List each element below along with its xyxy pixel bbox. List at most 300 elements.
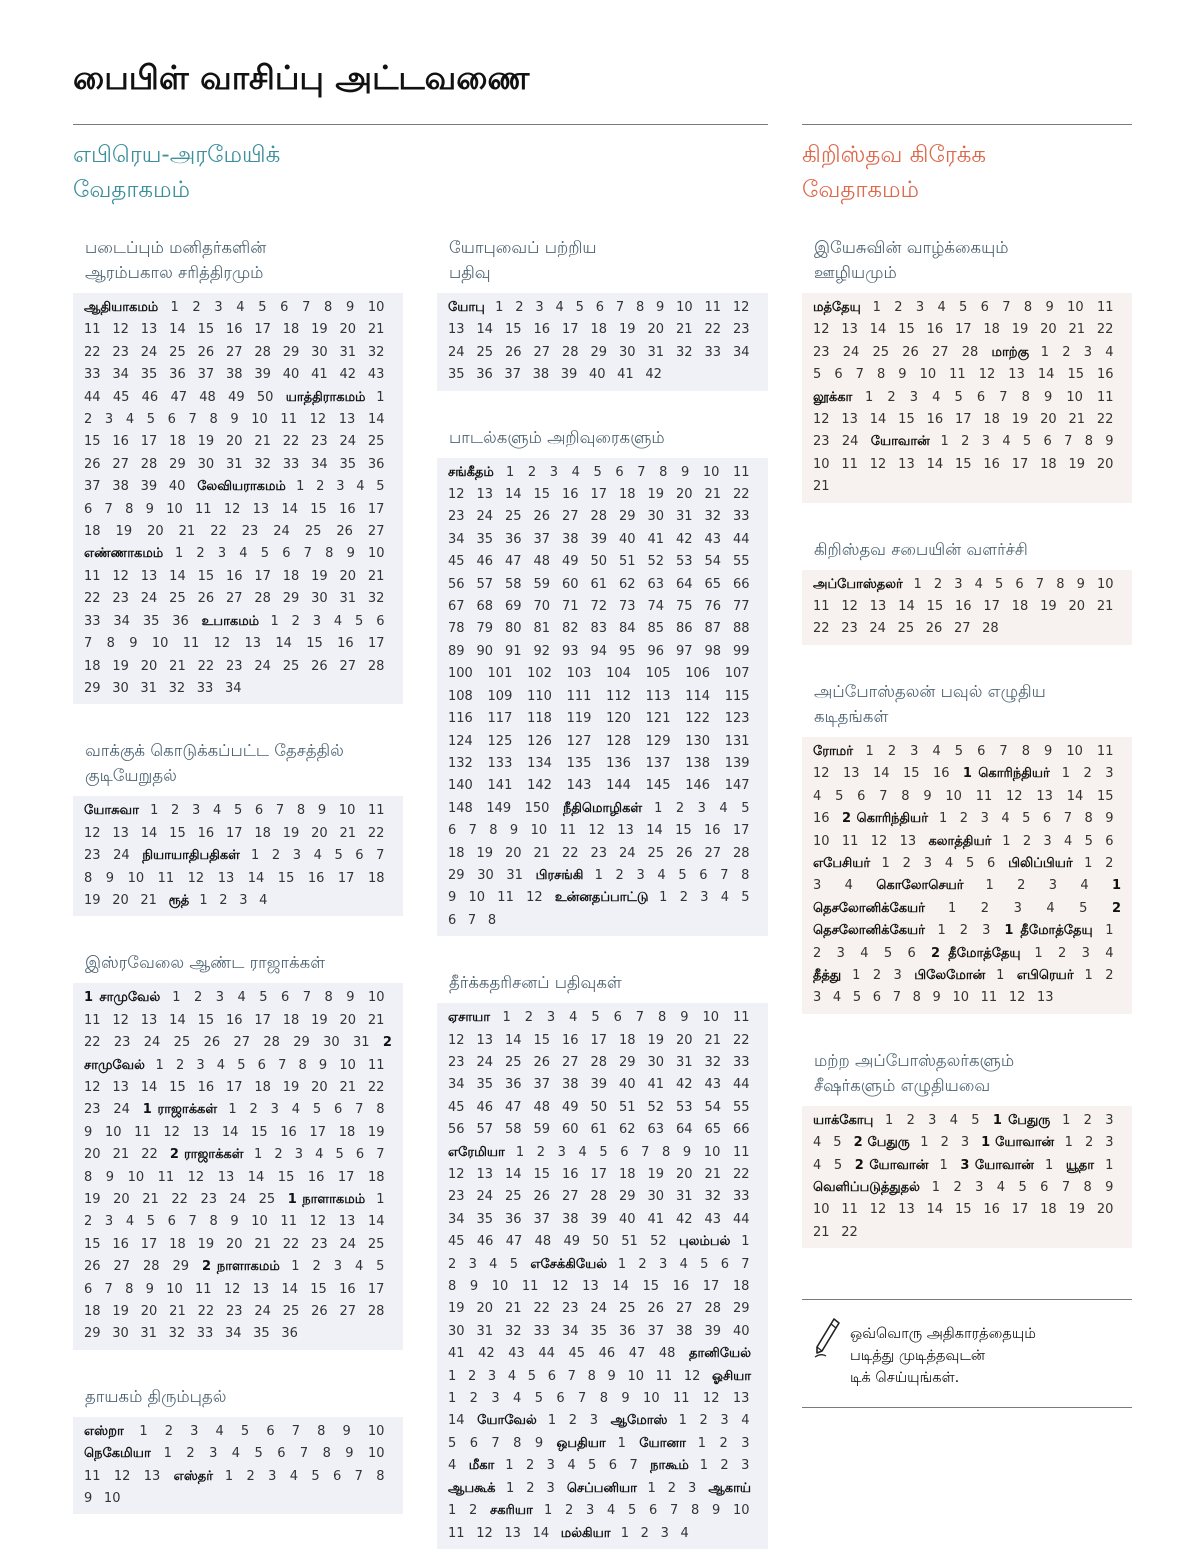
chapter-number[interactable]: 13 (1037, 990, 1054, 1006)
chapter-number[interactable]: 10 (676, 300, 693, 315)
chapter-number[interactable]: 12 (187, 870, 205, 886)
chapter-number[interactable]: 8 (209, 1214, 218, 1230)
chapter-number[interactable]: 2 (565, 1503, 574, 1519)
chapter-number[interactable]: 11 (1096, 389, 1114, 405)
chapter-number[interactable]: 3 (535, 300, 544, 315)
chapter-number[interactable]: 22 (704, 322, 722, 338)
chapter-number[interactable]: 23 (448, 1054, 465, 1070)
chapter-number[interactable]: 11 (841, 1202, 858, 1218)
chapter-number[interactable]: 25 (505, 509, 522, 525)
chapter-number[interactable]: 51 (619, 1099, 636, 1115)
chapter-number[interactable]: 14 (532, 1525, 550, 1541)
chapter-number[interactable]: 23 (813, 434, 830, 450)
chapter-number[interactable]: 6 (376, 613, 385, 629)
chapter-number[interactable]: 10 (367, 1423, 385, 1439)
chapter-number[interactable]: 7 (578, 1391, 587, 1407)
chapter-number[interactable]: 3 (928, 1112, 937, 1128)
chapter-number[interactable]: 2 (933, 576, 943, 592)
chapter-number[interactable]: 26 (197, 344, 215, 360)
chapter-number[interactable]: 35 (590, 1323, 608, 1339)
chapter-number[interactable]: 1 (931, 1179, 941, 1195)
chapter-number[interactable]: 38 (112, 479, 129, 495)
chapter-number[interactable]: 12 (813, 322, 830, 338)
chapter-number[interactable]: 19 (197, 434, 215, 450)
chapter-number[interactable]: 9 (84, 1124, 93, 1140)
chapter-number[interactable]: 11 (1096, 743, 1114, 759)
chapter-number[interactable]: 97 (676, 643, 693, 659)
chapter-number[interactable]: 70 (533, 599, 551, 615)
chapter-number[interactable]: 24 (619, 845, 636, 861)
chapter-number[interactable]: 13 (899, 833, 917, 849)
chapter-number[interactable]: 4 (741, 1413, 750, 1429)
chapter-number[interactable]: 4 (720, 890, 729, 906)
chapter-number[interactable]: 19 (647, 1032, 665, 1048)
chapter-number[interactable]: 5 (741, 800, 750, 816)
chapter-number[interactable]: 14 (872, 766, 890, 782)
chapter-number[interactable]: 99 (733, 643, 750, 659)
chapter-number[interactable]: 19 (112, 658, 129, 674)
chapter-number[interactable]: 4 (333, 613, 343, 629)
chapter-number[interactable]: 7 (637, 464, 646, 480)
chapter-number[interactable]: 1 (852, 967, 861, 983)
chapter-number[interactable]: 2 (186, 1446, 195, 1462)
chapter-number[interactable]: 9 (680, 464, 690, 480)
chapter-number[interactable]: 12 (702, 1391, 720, 1407)
chapter-number[interactable]: 51 (619, 554, 636, 570)
chapter-number[interactable]: 23 (225, 1304, 243, 1320)
chapter-number[interactable]: 1 (376, 389, 385, 405)
chapter-number[interactable]: 25 (169, 344, 186, 360)
chapter-number[interactable]: 14 (926, 1202, 944, 1218)
chapter-number[interactable]: 143 (566, 778, 592, 794)
chapter-number[interactable]: 103 (566, 666, 592, 682)
chapter-number[interactable]: 38 (676, 1323, 693, 1339)
chapter-number[interactable]: 3 (491, 1391, 500, 1407)
chapter-number[interactable]: 9 (448, 890, 457, 906)
chapter-number[interactable]: 2 (192, 300, 201, 315)
chapter-number[interactable]: 140 (448, 778, 473, 794)
chapter-number[interactable]: 10 (127, 870, 145, 886)
chapter-number[interactable]: 10 (491, 1279, 509, 1295)
chapter-number[interactable]: 5 (254, 1446, 263, 1462)
chapter-number[interactable]: 11 (84, 568, 101, 584)
chapter-number[interactable]: 62 (619, 576, 636, 592)
chapter-number[interactable]: 136 (606, 755, 631, 771)
chapter-number[interactable]: 9 (1045, 300, 1054, 315)
chapter-number[interactable]: 16 (562, 1032, 579, 1048)
chapter-number[interactable]: 19 (112, 1304, 129, 1320)
chapter-number[interactable]: 6 (608, 1458, 618, 1474)
chapter-number[interactable]: 1 (699, 1458, 708, 1474)
chapter-number[interactable]: 34 (113, 613, 130, 629)
chapter-number[interactable]: 6 (556, 1391, 565, 1407)
chapter-number[interactable]: 33 (84, 613, 101, 629)
chapter-number[interactable]: 16 (337, 636, 354, 652)
chapter-number[interactable]: 1 (1105, 923, 1114, 939)
chapter-number[interactable]: 3 (741, 1435, 750, 1451)
chapter-number[interactable]: 45 (568, 1346, 586, 1362)
chapter-number[interactable]: 88 (733, 621, 750, 637)
chapter-number[interactable]: 16 (197, 825, 215, 841)
chapter-number[interactable]: 43 (704, 531, 722, 547)
chapter-number[interactable]: 11 (521, 1279, 539, 1295)
chapter-number[interactable]: 19 (84, 892, 101, 908)
chapter-number[interactable]: 2 (961, 434, 970, 450)
chapter-number[interactable]: 33 (733, 1189, 750, 1205)
chapter-number[interactable]: 8 (659, 464, 668, 480)
chapter-number[interactable]: 29 (282, 591, 300, 607)
chapter-number[interactable]: 4 (237, 990, 246, 1006)
chapter-number[interactable]: 6 (333, 1468, 342, 1484)
chapter-number[interactable]: 6 (448, 912, 457, 928)
chapter-number[interactable]: 17 (225, 825, 243, 841)
chapter-number[interactable]: 8 (1021, 743, 1030, 759)
chapter-number[interactable]: 8 (662, 1144, 671, 1160)
chapter-number[interactable]: 2 (219, 892, 228, 908)
chapter-number[interactable]: 5 (593, 464, 602, 480)
chapter-number[interactable]: 4 (239, 546, 248, 562)
chapter-number[interactable]: 1 (270, 613, 279, 629)
chapter-number[interactable]: 16 (225, 1012, 243, 1028)
chapter-number[interactable]: 6 (355, 1147, 365, 1163)
chapter-number[interactable]: 26 (336, 524, 353, 540)
chapter-number[interactable]: 15 (306, 636, 323, 652)
chapter-number[interactable]: 11 (975, 788, 993, 804)
chapter-number[interactable]: 14 (169, 568, 186, 584)
chapter-number[interactable]: 4 (1046, 900, 1055, 916)
chapter-number[interactable]: 3 (836, 945, 845, 961)
chapter-number[interactable]: 9 (1076, 576, 1085, 592)
chapter-number[interactable]: 46 (476, 1234, 494, 1250)
chapter-number[interactable]: 16 (983, 456, 1000, 472)
chapter-number[interactable]: 14 (448, 1413, 465, 1429)
chapter-number[interactable]: 13 (842, 766, 860, 782)
chapter-number[interactable]: 13 (1036, 788, 1053, 804)
chapter-number[interactable]: 22 (171, 1192, 188, 1207)
chapter-number[interactable]: 9 (145, 501, 154, 517)
chapter-number[interactable]: 34 (311, 456, 328, 472)
chapter-number[interactable]: 14 (869, 412, 887, 428)
chapter-number[interactable]: 148 (448, 800, 473, 816)
chapter-number[interactable]: 23 (448, 1189, 465, 1205)
chapter-number[interactable]: 29 (169, 456, 186, 472)
chapter-number[interactable]: 27 (339, 1304, 357, 1320)
chapter-number[interactable]: 2 (1083, 766, 1092, 782)
chapter-number[interactable]: 44 (733, 1211, 750, 1227)
chapter-number[interactable]: 9 (712, 1503, 721, 1519)
chapter-number[interactable]: 20 (476, 1301, 494, 1317)
chapter-number[interactable]: 10 (468, 890, 486, 906)
chapter-number[interactable]: 20 (647, 322, 665, 338)
chapter-number[interactable]: 9 (145, 1281, 154, 1297)
chapter-number[interactable]: 5 (835, 788, 844, 804)
chapter-number[interactable]: 16 (813, 811, 830, 827)
chapter-number[interactable]: 29 (282, 344, 300, 360)
chapter-number[interactable]: 12 (223, 1281, 241, 1297)
chapter-number[interactable]: 6 (720, 1256, 729, 1272)
chapter-number[interactable]: 13 (338, 412, 356, 428)
chapter-number[interactable]: 18 (619, 487, 636, 503)
chapter-number[interactable]: 30 (311, 591, 328, 607)
chapter-number[interactable]: 10 (103, 1491, 121, 1507)
chapter-number[interactable]: 6 (1043, 434, 1052, 450)
chapter-number[interactable]: 4 (813, 1135, 822, 1151)
chapter-number[interactable]: 6 (282, 546, 291, 562)
chapter-number[interactable]: 2 (675, 800, 685, 816)
chapter-number[interactable]: 92 (533, 643, 551, 659)
chapter-number[interactable]: 14 (476, 322, 494, 338)
chapter-number[interactable]: 15 (898, 322, 915, 338)
chapter-number[interactable]: 124 (448, 733, 473, 749)
chapter-number[interactable]: 10 (1067, 300, 1084, 315)
chapter-number[interactable]: 3 (700, 890, 709, 906)
chapter-number[interactable]: 22 (84, 1035, 101, 1051)
chapter-number[interactable]: 46 (598, 1346, 616, 1362)
chapter-number[interactable]: 2 (638, 1256, 647, 1272)
chapter-number[interactable]: 8 (1021, 389, 1030, 405)
chapter-number[interactable]: 37 (84, 479, 101, 495)
chapter-number[interactable]: 34 (562, 1323, 579, 1339)
chapter-number[interactable]: 10 (1066, 743, 1083, 759)
chapter-number[interactable]: 22 (367, 825, 385, 841)
chapter-number[interactable]: 28 (367, 1304, 385, 1320)
chapter-number[interactable]: 32 (704, 1054, 722, 1070)
chapter-number[interactable]: 2 (274, 1147, 283, 1163)
chapter-number[interactable]: 15 (84, 434, 101, 450)
chapter-number[interactable]: 5 (959, 300, 968, 315)
chapter-number[interactable]: 29 (619, 1054, 636, 1070)
chapter-number[interactable]: 5 (334, 848, 343, 864)
chapter-number[interactable]: 4 (996, 1179, 1006, 1195)
chapter-number[interactable]: 66 (733, 1122, 750, 1138)
chapter-number[interactable]: 25 (282, 1304, 300, 1320)
chapter-number[interactable]: 6 (167, 1214, 176, 1230)
chapter-number[interactable]: 11 (448, 1525, 465, 1541)
chapter-number[interactable]: 9 (1044, 743, 1053, 759)
chapter-number[interactable]: 1 (448, 1503, 457, 1519)
chapter-number[interactable]: 23 (84, 1102, 101, 1118)
chapter-number[interactable]: 2 (679, 890, 688, 906)
chapter-number[interactable]: 13 (338, 1214, 356, 1230)
chapter-number[interactable]: 6 (266, 1423, 275, 1439)
chapter-number[interactable]: 1 (939, 1157, 948, 1173)
chapter-number[interactable]: 28 (140, 456, 158, 472)
chapter-number[interactable]: 16 (1097, 367, 1114, 383)
chapter-number[interactable]: 18 (169, 434, 186, 450)
chapter-number[interactable]: 20 (311, 825, 328, 841)
chapter-number[interactable]: 17 (337, 870, 355, 886)
chapter-number[interactable]: 1 (594, 867, 603, 883)
chapter-number[interactable]: 12 (448, 487, 465, 503)
chapter-number[interactable]: 37 (533, 1077, 551, 1093)
chapter-number[interactable]: 30 (647, 1054, 665, 1070)
chapter-number[interactable]: 21 (533, 845, 551, 861)
chapter-number[interactable]: 27 (225, 591, 243, 607)
chapter-number[interactable]: 78 (448, 621, 465, 637)
chapter-number[interactable]: 12 (112, 1012, 129, 1028)
chapter-number[interactable]: 3 (741, 1458, 750, 1474)
chapter-number[interactable]: 5 (355, 613, 364, 629)
chapter-number[interactable]: 5 (146, 1214, 155, 1230)
chapter-number[interactable]: 4 (513, 1391, 522, 1407)
chapter-number[interactable]: 3 (294, 1147, 304, 1163)
chapter-number[interactable]: 17 (732, 823, 750, 839)
chapter-number[interactable]: 42 (676, 531, 693, 547)
chapter-number[interactable]: 8 (1023, 300, 1033, 315)
chapter-number[interactable]: 14 (612, 1279, 629, 1295)
chapter-number[interactable]: 9 (346, 990, 355, 1006)
chapter-number[interactable]: 33 (733, 509, 750, 525)
chapter-number[interactable]: 27 (704, 845, 722, 861)
chapter-number[interactable]: 57 (476, 1122, 494, 1138)
chapter-number[interactable]: 12 (84, 825, 101, 841)
chapter-number[interactable]: 7 (278, 1057, 287, 1073)
chapter-number[interactable]: 11 (841, 833, 859, 849)
chapter-number[interactable]: 36 (169, 367, 186, 383)
chapter-number[interactable]: 42 (645, 367, 662, 383)
chapter-number[interactable]: 8 (322, 1446, 331, 1462)
chapter-number[interactable]: 4 (555, 300, 564, 315)
chapter-number[interactable]: 20 (1096, 1202, 1114, 1218)
chapter-number[interactable]: 18 (84, 658, 101, 674)
chapter-number[interactable]: 6 (254, 803, 264, 819)
chapter-number[interactable]: 48 (658, 1346, 676, 1362)
chapter-number[interactable]: 17 (337, 1169, 355, 1185)
chapter-number[interactable]: 12 (869, 456, 887, 472)
chapter-number[interactable]: 5 (813, 367, 822, 383)
chapter-number[interactable]: 9 (318, 1057, 328, 1073)
chapter-number[interactable]: 1 (251, 848, 260, 864)
chapter-number[interactable]: 26 (533, 1054, 551, 1070)
chapter-number[interactable]: 8 (901, 788, 910, 804)
chapter-number[interactable]: 142 (527, 778, 552, 794)
chapter-number[interactable]: 71 (562, 599, 579, 615)
chapter-number[interactable]: 108 (448, 688, 473, 704)
chapter-number[interactable]: 4 (291, 1102, 301, 1118)
chapter-number[interactable]: 5 (591, 1010, 600, 1026)
chapter-number[interactable]: 8 (635, 300, 645, 315)
chapter-number[interactable]: 7 (299, 1446, 309, 1462)
chapter-number[interactable]: 20 (84, 1147, 101, 1163)
chapter-number[interactable]: 3 (546, 1458, 555, 1474)
chapter-number[interactable]: 49 (228, 389, 245, 405)
chapter-number[interactable]: 1 (139, 1423, 148, 1439)
chapter-number[interactable]: 31 (647, 344, 665, 360)
chapter-number[interactable]: 8 (84, 1169, 93, 1185)
chapter-number[interactable]: 17 (1011, 1202, 1029, 1218)
chapter-number[interactable]: 13 (140, 322, 158, 338)
chapter-number[interactable]: 17 (983, 599, 1000, 615)
chapter-number[interactable]: 31 (676, 1054, 693, 1070)
chapter-number[interactable]: 7 (1063, 811, 1072, 827)
chapter-number[interactable]: 2 (527, 464, 537, 480)
chapter-number[interactable]: 36 (172, 613, 189, 629)
chapter-number[interactable]: 29 (733, 1301, 750, 1317)
chapter-number[interactable]: 2 (469, 1391, 478, 1407)
chapter-number[interactable]: 6 (615, 464, 624, 480)
chapter-number[interactable]: 9 (923, 788, 932, 804)
chapter-number[interactable]: 4 (1001, 811, 1010, 827)
chapter-number[interactable]: 2 (536, 1144, 546, 1160)
chapter-number[interactable]: 12 (732, 300, 750, 315)
chapter-number[interactable]: 4 (719, 800, 728, 816)
chapter-number[interactable]: 5 (628, 1503, 637, 1519)
chapter-number[interactable]: 35 (253, 1326, 270, 1342)
chapter-number[interactable]: 8 (324, 300, 333, 315)
chapter-number[interactable]: 106 (685, 666, 711, 682)
chapter-number[interactable]: 23 (311, 1236, 328, 1252)
chapter-number[interactable]: 5 (741, 890, 750, 906)
chapter-number[interactable]: 30 (448, 1323, 465, 1339)
chapter-number[interactable]: 20 (225, 434, 243, 450)
chapter-number[interactable]: 28 (961, 344, 979, 360)
chapter-number[interactable]: 23 (590, 845, 608, 861)
chapter-number[interactable]: 65 (704, 576, 722, 592)
chapter-number[interactable]: 4 (607, 1503, 616, 1519)
chapter-number[interactable]: 39 (560, 367, 578, 383)
chapter-number[interactable]: 2 (515, 300, 524, 315)
chapter-number[interactable]: 1 (647, 1480, 656, 1496)
chapter-number[interactable]: 73 (619, 599, 636, 615)
chapter-number[interactable]: 40 (619, 1211, 636, 1227)
chapter-number[interactable]: 42 (339, 367, 357, 383)
chapter-number[interactable]: 7 (467, 912, 477, 928)
chapter-number[interactable]: 102 (527, 666, 552, 682)
chapter-number[interactable]: 23 (311, 434, 328, 450)
chapter-number[interactable]: 6 (907, 945, 916, 961)
chapter-number[interactable]: 20 (311, 1079, 328, 1095)
chapter-number[interactable]: 121 (645, 711, 671, 727)
chapter-number[interactable]: 21 (367, 322, 385, 338)
chapter-number[interactable]: 20 (1096, 456, 1114, 472)
chapter-number[interactable]: 3 (1081, 945, 1090, 961)
chapter-number[interactable]: 16 (280, 1124, 297, 1140)
chapter-number[interactable]: 13 (448, 322, 465, 338)
chapter-number[interactable]: 16 (954, 599, 972, 615)
chapter-number[interactable]: 30 (311, 344, 328, 360)
chapter-number[interactable]: 7 (641, 1144, 650, 1160)
chapter-number[interactable]: 1 (254, 1147, 263, 1163)
chapter-number[interactable]: 1 (1105, 1157, 1114, 1173)
chapter-number[interactable]: 27 (562, 509, 579, 525)
chapter-number[interactable]: 3 (104, 1214, 114, 1230)
chapter-number[interactable]: 16 (562, 1167, 579, 1182)
chapter-number[interactable]: 40 (733, 1323, 750, 1339)
chapter-number[interactable]: 120 (606, 711, 631, 727)
chapter-number[interactable]: 36 (505, 1211, 522, 1227)
chapter-number[interactable]: 31 (225, 456, 243, 472)
chapter-number[interactable]: 80 (505, 621, 522, 637)
chapter-number[interactable]: 13 (476, 487, 494, 503)
chapter-number[interactable]: 15 (197, 322, 215, 338)
chapter-number[interactable]: 84 (619, 621, 636, 637)
chapter-number[interactable]: 145 (645, 778, 671, 794)
chapter-number[interactable]: 23 (200, 1192, 217, 1207)
chapter-number[interactable]: 15 (169, 825, 186, 841)
chapter-number[interactable]: 27 (932, 344, 949, 360)
chapter-number[interactable]: 16 (932, 766, 950, 782)
chapter-number[interactable]: 21 (339, 825, 357, 841)
chapter-number[interactable]: 35 (140, 367, 158, 383)
chapter-number[interactable]: 8 (912, 990, 921, 1006)
chapter-number[interactable]: 4 (571, 464, 580, 480)
chapter-number[interactable]: 5 (448, 1435, 457, 1451)
chapter-number[interactable]: 10 (1096, 576, 1114, 592)
chapter-number[interactable]: 68 (476, 599, 494, 615)
chapter-number[interactable]: 15 (533, 1032, 551, 1048)
chapter-number[interactable]: 1 (1002, 833, 1011, 849)
chapter-number[interactable]: 19 (311, 322, 328, 338)
